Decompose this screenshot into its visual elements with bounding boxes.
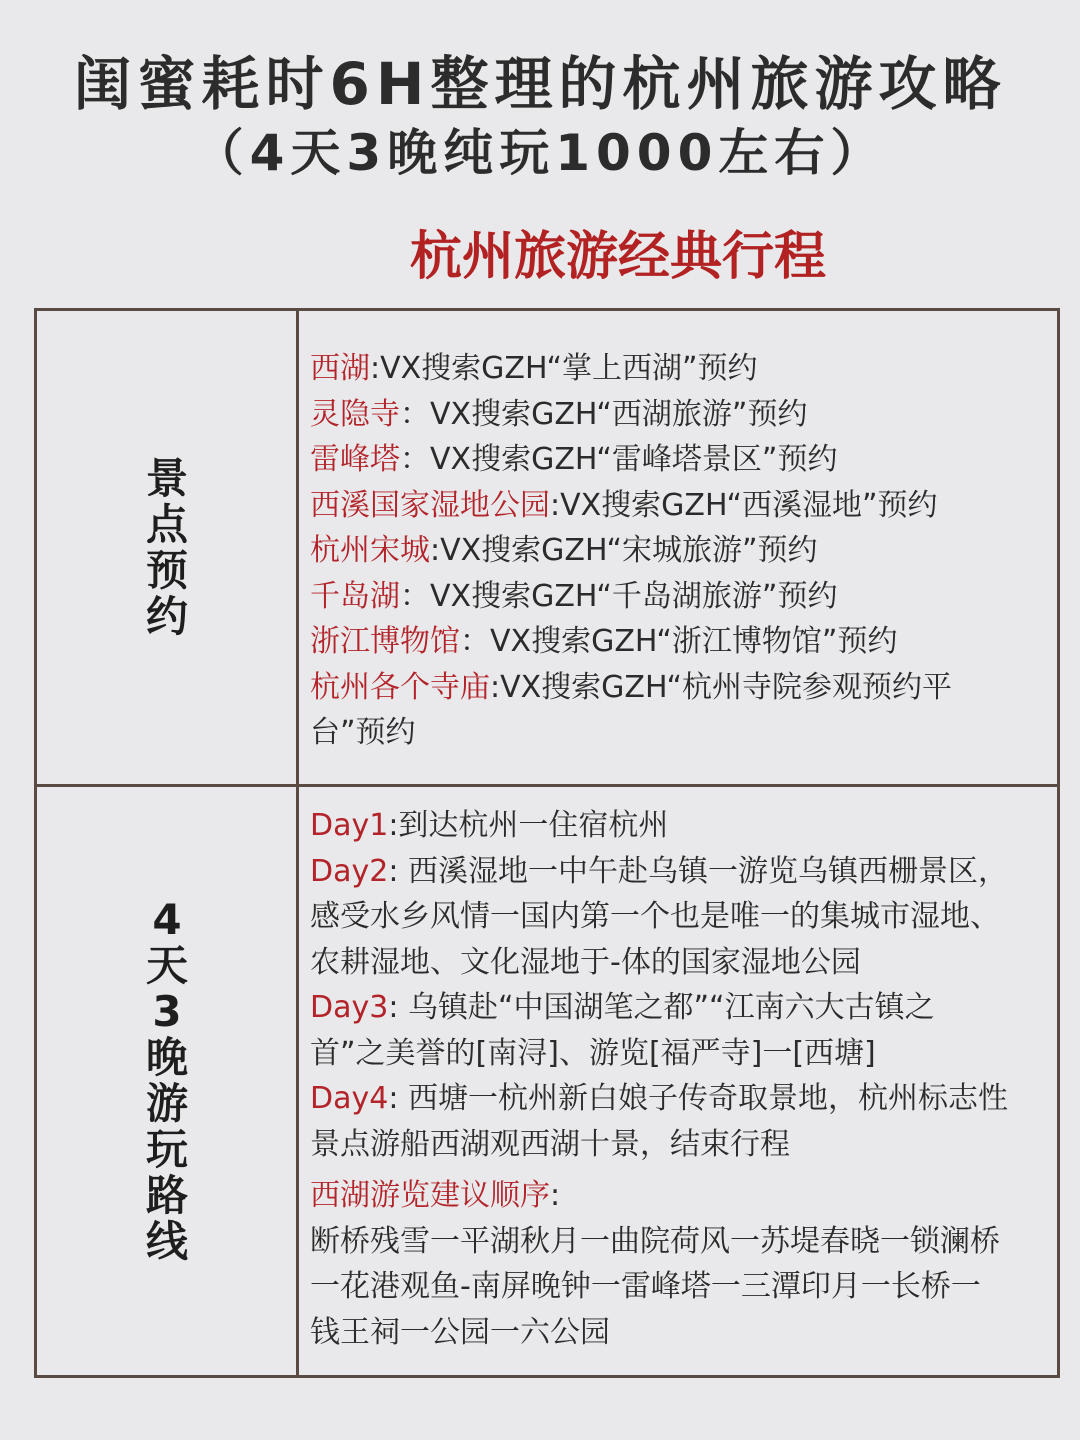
day-text: : 西溪湿地一中午赴乌镇一游览乌镇西栅景区， [388,853,1008,889]
attraction-name: 千岛湖 [310,578,400,614]
day-text: :到达杭州一住宿杭州 [388,808,669,843]
attraction-name: 西湖 [310,351,370,386]
day-line [310,849,1055,895]
attraction-instruction: ：VX搜索GZH“西湖旅游”预约 [400,396,808,432]
route-label-cell [36,787,298,1375]
day-line [310,985,1055,1031]
table-border-right [1057,308,1060,1378]
attraction-instruction: :VX搜索GZH“掌上西湖”预约 [370,351,758,386]
reservation-item [310,483,1055,529]
west-lake-order-line: 钱王祠一公园一六公园 [310,1314,610,1350]
attraction-instruction: ：VX搜索GZH“浙江博物馆”预约 [460,624,898,659]
reservation-item [310,346,1055,392]
west-lake-order-line: 一花港观鱼-南屏晚钟一雷峰塔一三潭印月一长桥一 [310,1269,981,1304]
attraction-instruction: ：VX搜索GZH“千岛湖旅游”预约 [400,578,838,614]
attraction-name: 西溪国家湿地公园 [310,487,550,523]
reservation-item [310,619,1055,665]
route-list [310,803,1055,1355]
west-lake-heading-line [310,1173,1055,1219]
page-title: 闺蜜耗时6H整理的杭州旅游攻略 [73,50,1007,118]
west-lake-heading: 西湖游览建议顺序 [310,1178,550,1213]
day-text-line: 首”之美誉的[南浔]、游览[福严寺]一[西塘] [310,1035,876,1071]
section-title: 杭州旅游经典行程 [410,227,827,287]
reservation-item [310,437,1055,483]
day-text-line: 感受水乡风情一国内第一个也是唯一的集城市湿地、 [310,899,1000,934]
attraction-name: 浙江博物馆 [310,624,460,659]
day-text-line: 景点游船西湖观西湖十景，结束行程 [310,1126,790,1162]
day-label: Day1 [310,808,389,843]
attraction-instruction: :VX搜索GZH“宋城旅游”预约 [430,533,818,568]
day-label: Day3 [310,990,389,1025]
route-label: 4天3晚游玩路线 [145,895,188,1266]
day-label: Day4 [310,1081,389,1116]
page-subtitle: （4天3晚纯玩1000左右） [193,124,887,182]
attraction-instruction: :VX搜索GZH“西溪湿地”预约 [550,487,938,523]
reservation-item [310,528,1055,574]
day-line [310,803,1055,849]
reservation-item [310,392,1055,438]
west-lake-heading-colon: : [550,1178,561,1213]
reservation-item [310,574,1055,620]
attraction-name: 灵隐寺 [310,396,400,432]
attraction-instruction: ：VX搜索GZH“雷峰塔景区”预约 [400,442,838,477]
reservation-list [310,346,1055,756]
attraction-name: 杭州各个寺庙 [310,669,490,705]
day-text-line: 农耕湿地、文化湿地于-体的国家湿地公园 [310,944,861,980]
table-border-bottom [34,1375,1060,1378]
reservation-label-cell [36,311,298,784]
attraction-name: 雷峰塔 [310,442,400,477]
attraction-name: 杭州宋城 [310,533,430,568]
reservation-label: 景点预约 [145,453,188,641]
day-text: : 西塘一杭州新白娘子传奇取景地，杭州标志性 [388,1081,1008,1116]
day-label: Day2 [310,853,389,889]
day-text: : 乌镇赴“中国湖笔之都”“江南六大古镇之 [388,990,935,1025]
attraction-instruction: :VX搜索GZH“杭州寺院参观预约平 [490,669,953,705]
reservation-item-continuation: 台”预约 [310,715,416,750]
day-line [310,1076,1055,1122]
west-lake-order-line: 断桥残雪一平湖秋月一曲院荷风一苏堤春晓一锁澜桥 [310,1223,1000,1259]
reservation-item [310,665,1055,711]
